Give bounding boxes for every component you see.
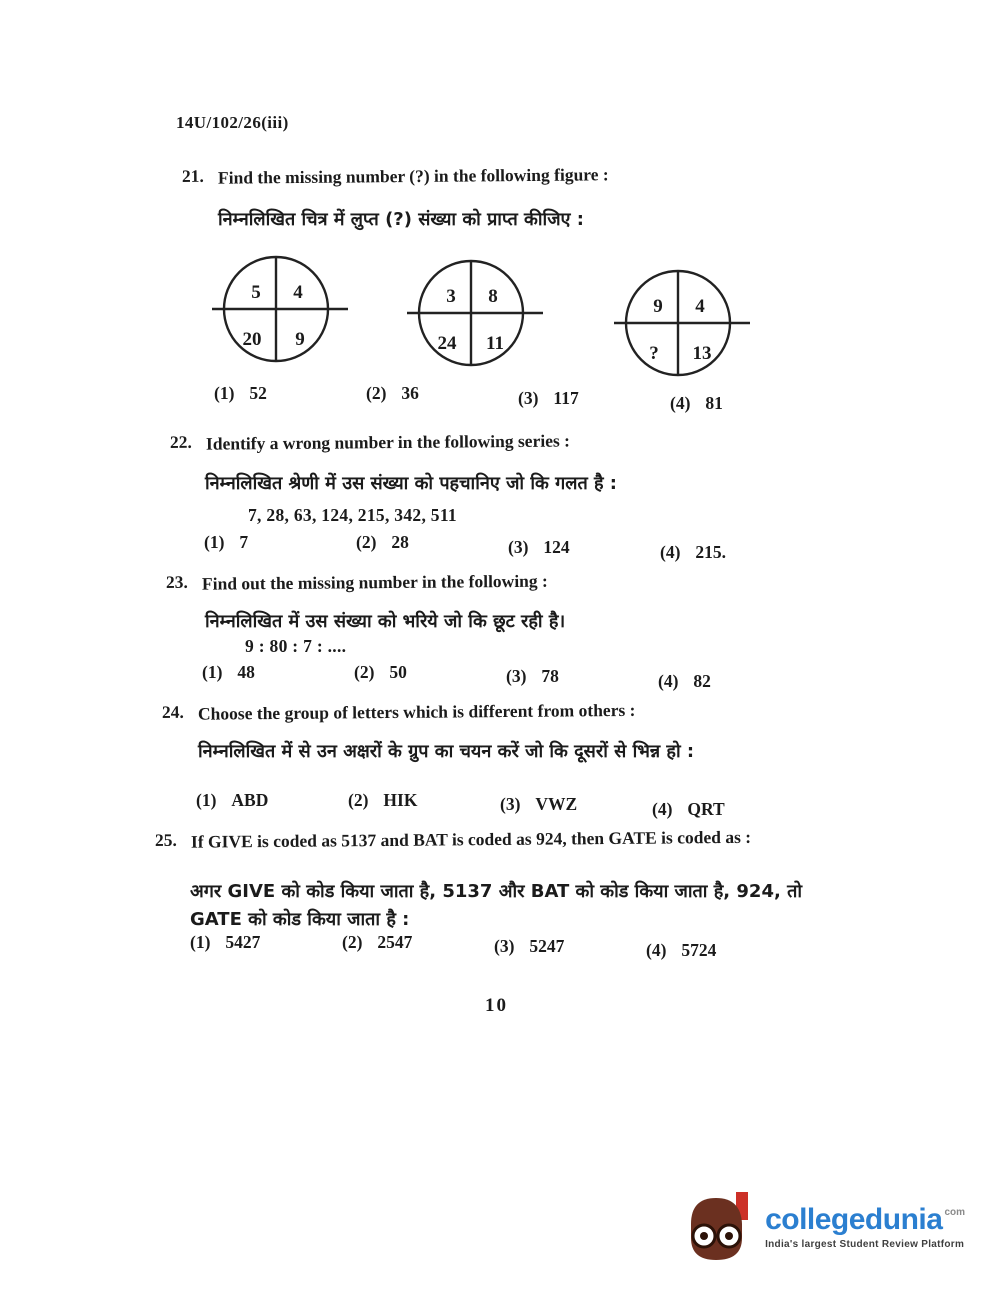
question-number: 21. <box>181 165 204 186</box>
question-text-en: Find the missing number (?) in the following figure : <box>217 164 609 188</box>
question-text-hi: निम्नलिखित चित्र में लुप्त (?) संख्या को प्राप्त कीजिए : <box>218 209 584 230</box>
option: (2) 28 <box>356 532 409 552</box>
option: (4) 81 <box>670 393 723 413</box>
brand-name: collegedunia <box>765 1202 943 1236</box>
question-text-hi: निम्नलिखित श्रेणी में उस संख्या को पहचानिए जो कि गलत है : <box>205 473 617 494</box>
option: (3) VWZ <box>500 794 578 814</box>
options-row <box>214 383 723 413</box>
question-text-en: Choose the group of letters which is different from others : <box>197 699 636 724</box>
options-row <box>190 932 717 960</box>
option: (1) 5427 <box>190 932 261 952</box>
option: (2) 36 <box>366 383 419 403</box>
option: (1) 52 <box>214 383 267 403</box>
question-text-hi: अगर GIVE को कोड किया जाता है, 5137 और BAT को कोड किया जाता है, 924, तो GATE को कोड किया जाता है : <box>190 881 802 930</box>
option: (3) 78 <box>506 666 559 686</box>
option: (4) 82 <box>658 671 711 691</box>
figure-value: 20 <box>242 329 262 350</box>
quartered-circle-figure-2 <box>405 254 545 372</box>
option: (2) 50 <box>354 662 407 682</box>
option: (1) 7 <box>204 532 249 552</box>
figure-value: 3 <box>446 286 456 307</box>
option: (2) HIK <box>348 790 418 810</box>
option: (4) 215. <box>660 542 727 562</box>
option: (3) 5247 <box>494 936 565 956</box>
brand-tld: com <box>944 1206 965 1218</box>
question-text-en: Identify a wrong number in the following series : <box>205 430 571 454</box>
question-number: 22. <box>169 431 192 452</box>
figure-value: 11 <box>486 333 504 354</box>
figure-value: ? <box>649 343 659 364</box>
figure-value: 24 <box>437 333 457 354</box>
question-number: 24. <box>161 701 184 722</box>
options-row <box>196 790 725 819</box>
collegedunia-mascot-icon <box>679 1190 753 1264</box>
number-series: 7, 28, 63, 124, 215, 342, 511 <box>248 505 457 525</box>
option: (1) ABD <box>196 790 269 810</box>
figure-value: 4 <box>695 296 705 317</box>
page-number: 10 <box>485 995 508 1016</box>
figure-value: 8 <box>488 286 498 307</box>
figure-value: 9 <box>295 329 305 350</box>
figure-value: 9 <box>653 296 663 317</box>
option: (1) 48 <box>202 662 255 682</box>
question-text-en: If GIVE is coded as 5137 and BAT is coded as 924, then GATE is coded as : <box>190 826 752 852</box>
option: (3) 117 <box>518 388 579 408</box>
ratio-series: 9 : 80 : 7 : .... <box>245 636 347 656</box>
figure-value: 13 <box>692 343 712 364</box>
collegedunia-logo <box>679 1190 965 1264</box>
question-text-hi: निम्नलिखित में से उन अक्षरों के ग्रुप का चयन करें जो कि दूसरों से भिन्न हो : <box>198 741 695 762</box>
question-number: 23. <box>165 571 188 592</box>
option: (4) QRT <box>652 799 725 819</box>
figure-value: 5 <box>251 282 261 303</box>
brand-tagline: India's largest Student Review Platform <box>765 1238 965 1250</box>
quartered-circle-figure-3 <box>612 264 752 382</box>
options-row <box>204 532 727 562</box>
question-number: 25. <box>154 829 177 850</box>
paper-code: 14U/102/26(iii) <box>176 113 289 132</box>
options-row <box>202 662 711 691</box>
option: (2) 2547 <box>342 932 413 952</box>
figure-value: 4 <box>293 282 303 303</box>
option: (3) 124 <box>508 537 570 557</box>
quartered-circle-figure-1 <box>210 250 350 368</box>
question-text-hi: निम्नलिखित में उस संख्या को भरिये जो कि छूट रही है। <box>205 611 566 632</box>
option: (4) 5724 <box>646 940 717 960</box>
question-text-en: Find out the missing number in the following : <box>201 570 548 594</box>
